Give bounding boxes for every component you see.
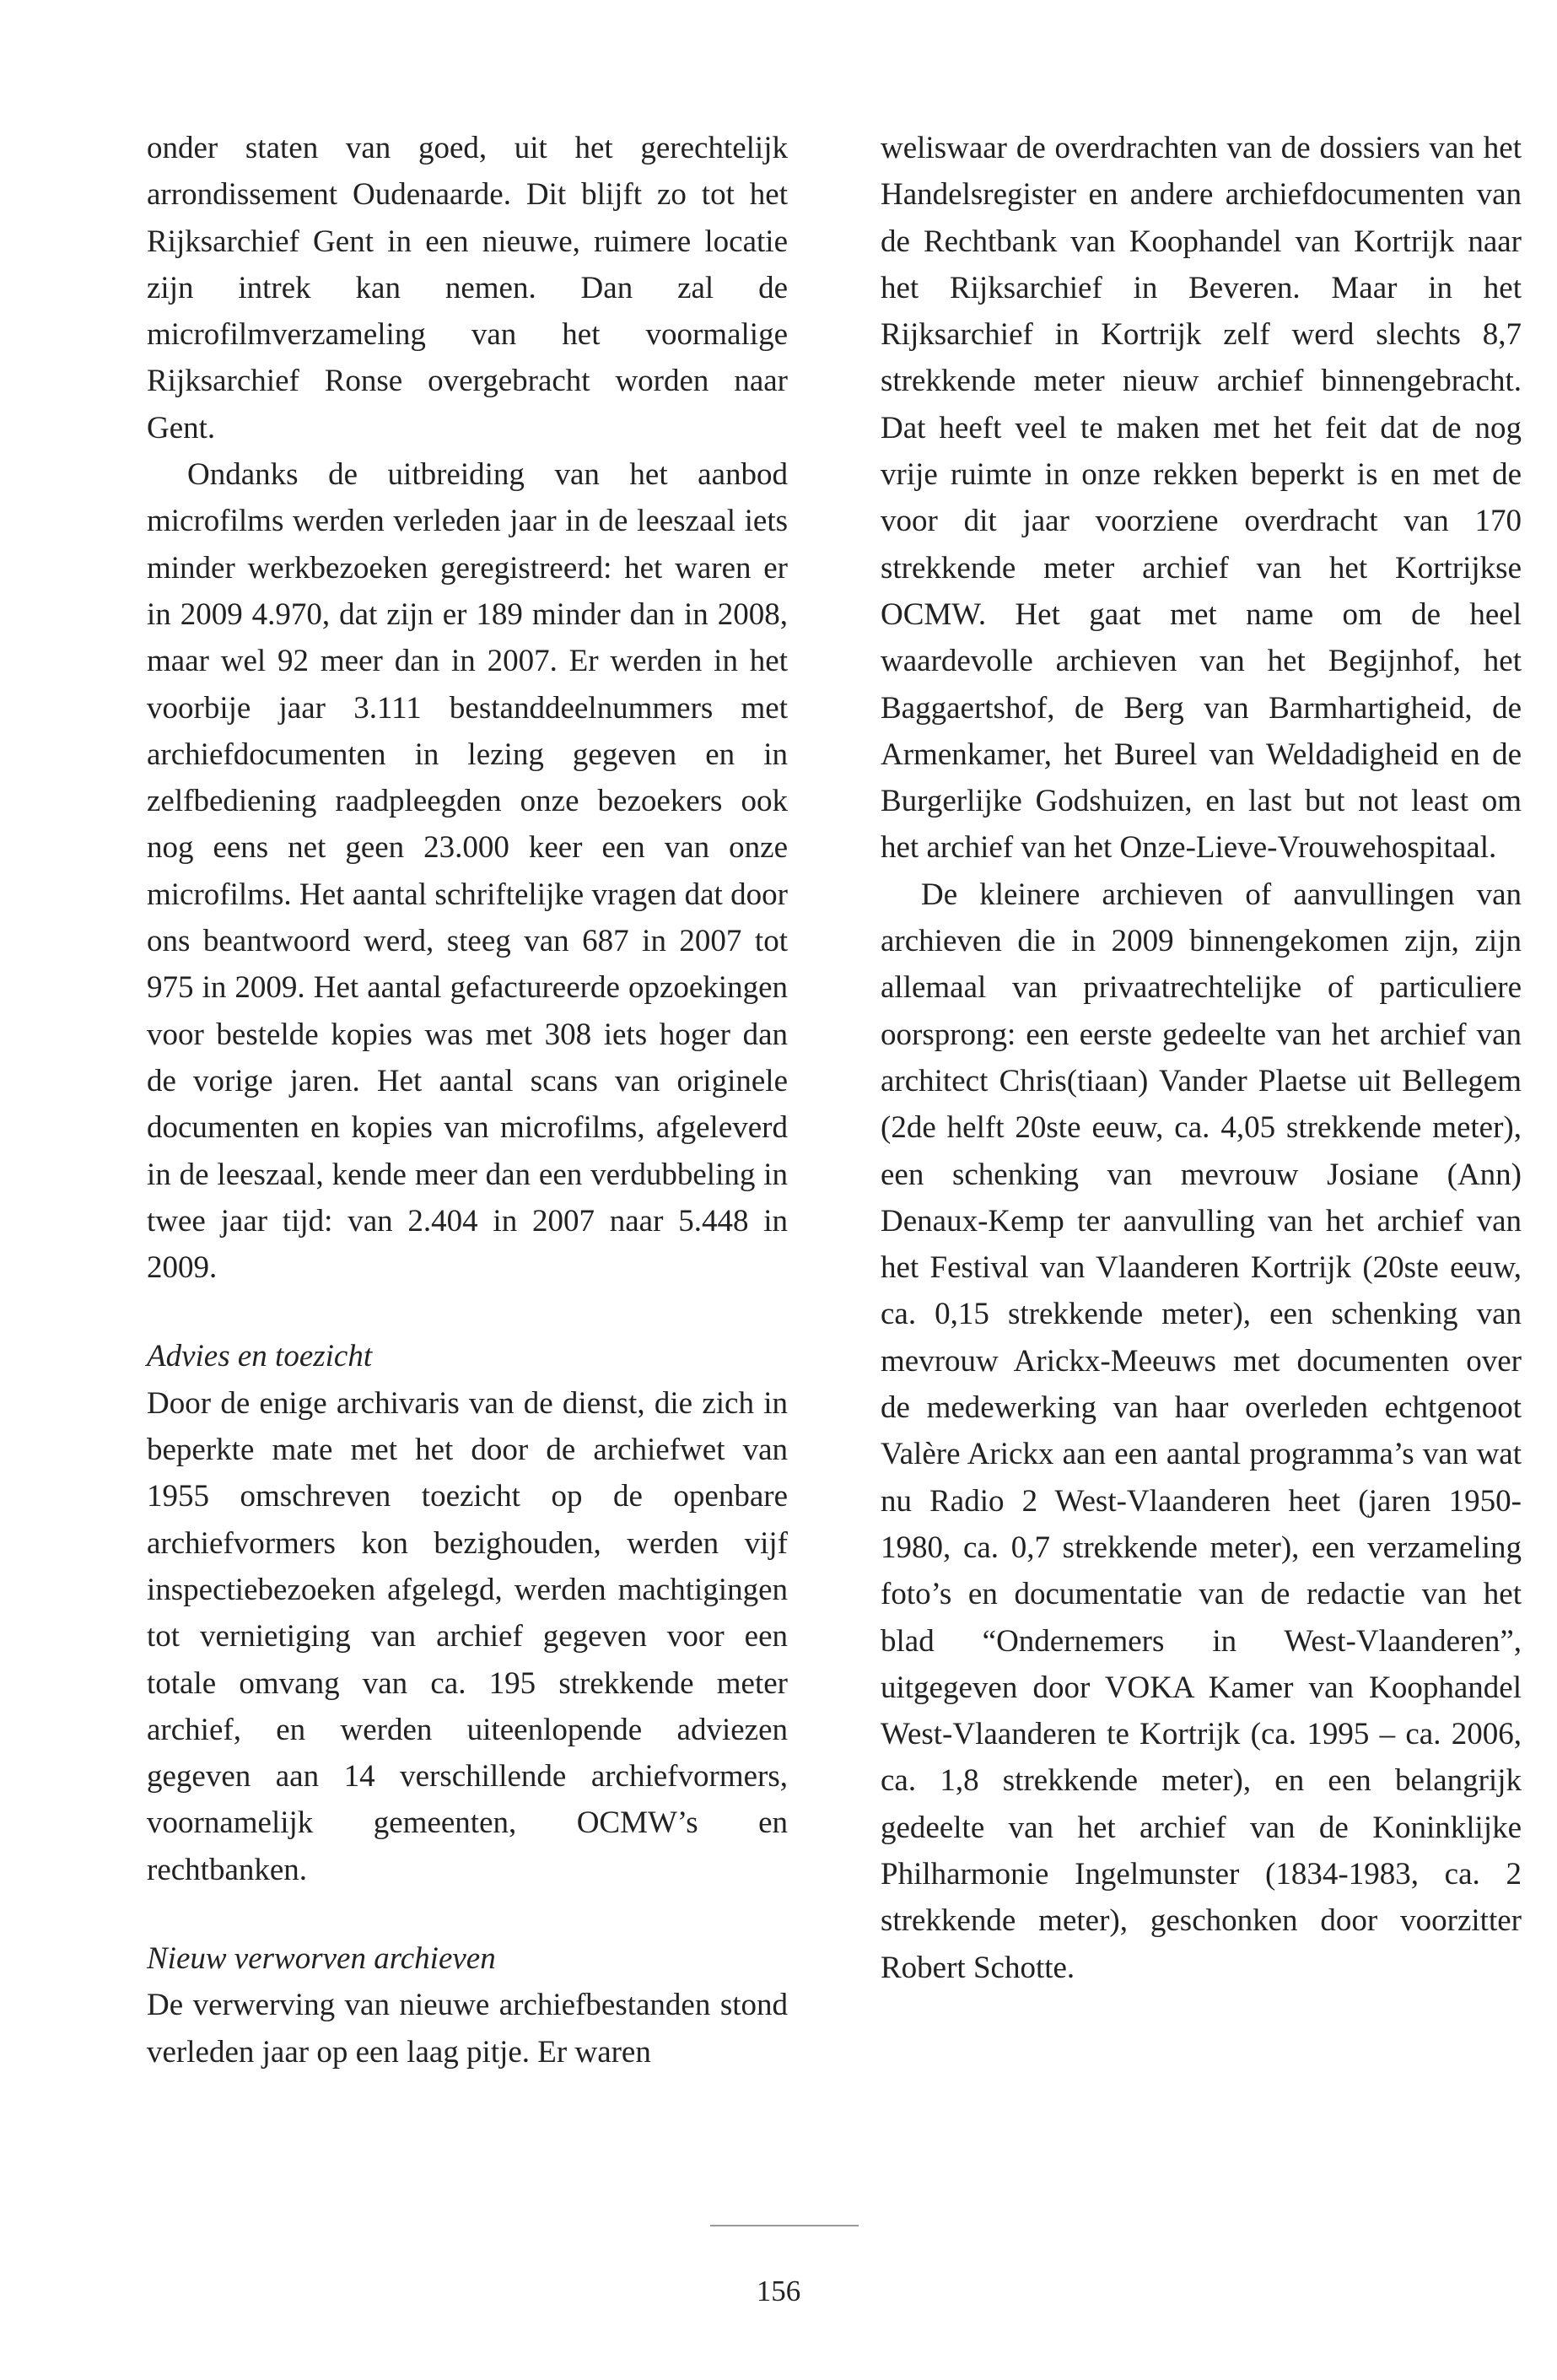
left-paragraph-1: onder staten van goed, uit het gerechtelijk arrondissement Oudenaarde. Dit blijft zo tot het Rijksarchief Gent in een nieuwe, ruimere locatie zijn intrek kan nemen. Dan zal de microfilmverzameling van het voormalige Rijksarchief Ronse overgebracht worden naar Gent.: [147, 131, 788, 445]
right-paragraph-2: De kleinere archieven of aanvullingen van archieven die in 2009 binnengekomen zijn, zijn allemaal van privaatrechtelijke of particuliere oorsprong: een eerste gedeelte van het archief van architect Chris(tiaan) Vander Plaetse uit Bellegem (2de helft 20ste eeuw, ca. 4,05 strekkende meter), een schenking van mevrouw Josiane (Ann) Denaux-Kemp ter aanvulling van het archief van het Festival van Vlaanderen Kortrijk (20ste eeuw, ca. 0,15 strekkende meter), een schenking van mevrouw Arickx-Meeuws met documenten over de medewerking van haar overleden echtgenoot Valère Arickx aan een aantal programma’s van wat nu Radio 2 West-Vlaanderen heet (jaren 1950-1980, ca. 0,7 strekkende meter), een verzameling foto’s en documentatie van de redactie van het blad “Ondernemers in West-Vlaanderen”, uitgegeven door VOKA Kamer van Koophandel West-Vlaanderen te Kortrijk (ca. 1995 – ca. 2006, ca. 1,8 strekkende meter), en een belangrijk gedeelte van het archief van de Koninklijke Philharmonie Ingelmunster (1834-1983, ca. 2 strekkende meter), geschonken door voorzitter Robert Schotte.: [881, 877, 1522, 1985]
left-column: [147, 125, 788, 2075]
right-column: [881, 125, 1522, 1991]
left-paragraph-4: De verwerving van nieuwe archiefbestanden stond verleden jaar op een laag pitje. Er waren: [147, 1988, 788, 2070]
page-number: 156: [756, 2275, 801, 2307]
section-heading-advies: Advies en toezicht: [147, 1339, 373, 1374]
section-heading-nieuw-verworven: Nieuw verworven archieven: [147, 1940, 496, 1976]
footer-divider: [710, 2225, 859, 2226]
right-paragraph-1: weliswaar de overdrachten van de dossiers van het Handelsregister en andere archiefdocumenten van de Rechtbank van Koophandel van Kortrijk naar het Rijksarchief in Beveren. Maar in het Rijksarchief in Kortrijk zelf werd slechts 8,7 strekkende meter nieuw archief binnengebracht. Dat heeft veel te maken met het feit dat de nog vrije ruimte in onze rekken beperkt is en met de voor dit jaar voorziene overdracht van 170 strekkende meter archief van het Kortrijkse OCMW. Het gaat met name om de heel waardevolle archieven van het Begijnhof, het Baggaertshof, de Berg van Barmhartigheid, de Armenkamer, het Bureel van Weldadigheid en de Burgerlijke Godshuizen, en last but not least om het archief van het Onze-Lieve-Vrouwehospitaal.: [881, 131, 1522, 866]
left-paragraph-3: Door de enige archivaris van de dienst, die zich in beperkte mate met het door de archiefwet van 1955 omschreven toezicht op de openbare archiefvormers kon bezighouden, werden vijf inspectiebezoeken afgelegd, werden machtigingen tot vernietiging van archief gegeven voor een totale omvang van ca. 195 strekkende meter archief, en werden uiteenlopende adviezen gegeven aan 14 verschillende archiefvormers, voornamelijk gemeenten, OCMW’s en rechtbanken.: [147, 1385, 788, 1887]
left-paragraph-2: Ondanks de uitbreiding van het aanbod microfilms werden verleden jaar in de leeszaal iets minder werkbezoeken geregistreerd: het waren er in 2009 4.970, dat zijn er 189 minder dan in 2008, maar wel 92 meer dan in 2007. Er werden in het voorbije jaar 3.111 bestanddeelnummers met archiefdocumenten in lezing gegeven en in zelfbediening raadpleegden onze bezoekers ook nog eens net geen 23.000 keer een van onze microfilms. Het aantal schriftelijke vragen dat door ons beantwoord werd, steeg van 687 in 2007 tot 975 in 2009. Het aantal gefactureerde opzoekingen voor bestelde kopies was met 308 iets hoger dan de vorige jaren. Het aantal scans van originele documenten en kopies van microfilms, afgeleverd in de leeszaal, kende meer dan een verdubbeling in twee jaar tijd: van 2.404 in 2007 naar 5.448 in 2009.: [147, 457, 788, 1286]
